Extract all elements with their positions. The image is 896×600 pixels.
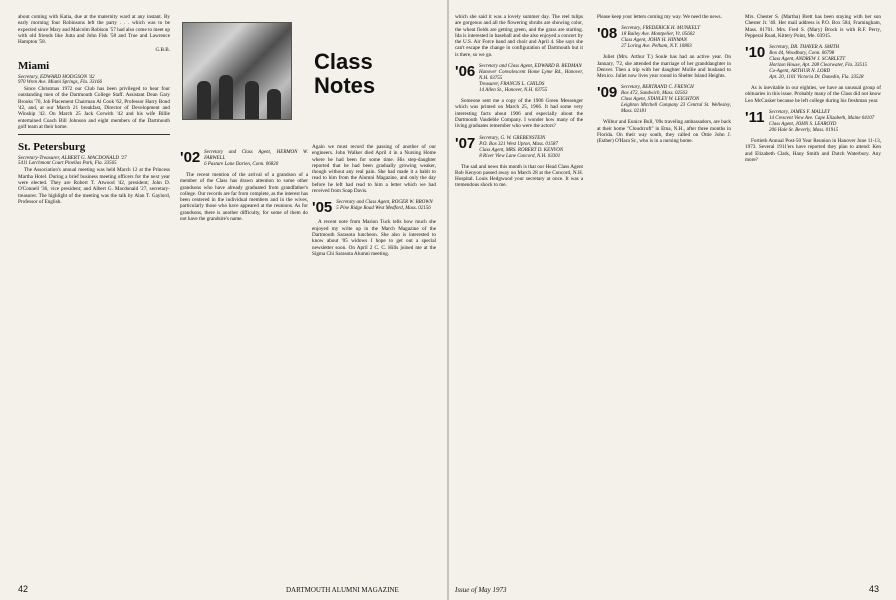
issue-date: Issue of May 1973 (455, 586, 507, 594)
right-col2-intro: Please keep your letters coming my way. We need the news. (597, 14, 722, 20)
class-secretary: Secretary and Class Agent, EDWARD B. REDMAN (479, 64, 582, 70)
agent-address: Leighton Mitchell Company 23 Central St. Wellesley, Mass. 02181 (621, 103, 731, 115)
class-address: 6 Pasture Lane Darien, Conn. 06820 (204, 162, 279, 167)
class-11-body: Fortieth Annual Post-50 Year Reunion in Hanover June 11-13, 1973. Several 1911'ers have reported they plan to attend: Ken and Elizabeth Clark, Hany Smith and Dutch Waterbury. Any more? (745, 138, 881, 163)
class-agent: Class Agent, MRS. ROBERT D. KENYON (479, 147, 564, 153)
right-intro: which she said it was a lovely summer day. The reel tulips are gorgeous and all the flowering shrubs are showing color, the wheat fields are getting green, and the grass are starting. Ida is interested in baseball and she also enjoyed a concert by the U.S. Air Force band and choir and April 4. She says she can't escape the change in configuration of Dartmouth but it is there, so we go. (455, 14, 583, 58)
class-06-body: Someone sent me a copy of the 1906 Green Messenger which was printed on March 25, 1966. It had some very interesting facts about 1906 and especially about the Dartmouth Vaudeble Company. I wonder how many of the living graduates remember who were the actors? (455, 98, 583, 130)
class-address: Box 44, Woodbury, Conn. 06798 (769, 51, 835, 57)
class-10-header (745, 45, 881, 81)
class-year: '05 (312, 199, 333, 217)
photo-figure (267, 89, 281, 119)
class-address: 14 Crescent View Ave. Cape Elizabeth, Maine 04107 (769, 116, 875, 122)
class-agent: Class Agent, JOHN S. LEAROYD (769, 122, 837, 128)
class-05-header (312, 200, 436, 215)
right-col3-intro: Mrs. Chester S. (Martha) Brett has been staying with her son Chester Jr. '40. Her mail address is P.O. Box 584, Framingham, Mass. 01701. Mrs. Fred S. (Mary) Brock is with R.F. Perry, Pepperal Road, Kittery Point, Me. 03915. (745, 14, 881, 39)
class-year: '02 (180, 149, 201, 166)
class-10-body: As is inevitable in our eighties, we have an unusual group of obituaries in this issue. Probably many of the Class did not know Leo McCusker because he left college during his freshman year. (745, 85, 881, 104)
class-11-header (745, 110, 881, 134)
class-address: Hanover Convalescent Home Lyme Rd., Hanover, N.H. 03755 (479, 70, 583, 82)
class-05-body: A recent note from Marion Tuck tells how much she enjoyed my write up in the March Magazine of the Dartmouth Sarasota luncheon. She also is interested to know about '05 widows I hope to get out a special newsletter soon. On April 2 C. C. Hills joined me at the Sigma Chi Sarasota Alumni meeting. (312, 219, 436, 257)
class-secretary: Secretary, DR. THAYER A. SMITH (769, 45, 840, 51)
photo-figure (245, 81, 259, 119)
campus-photo (182, 22, 292, 120)
agent-address: 206 Hale St. Beverly, Mass. 01915 (769, 128, 839, 134)
class-secretary: Secretary and Class Agent, HERMON W. FARWELL (204, 150, 308, 161)
class-02-body: The recent mention of the arrival of a grandson of a member of the Class has drawn attention to some other grandsons who have already graduated from grandfather's college. Our records are far from complete, as the interest has been centered in the individual members and in the wives, particularly those who have appeared at the reunions. As for grandsons, there is another difficulty, for some of them do not have the grandsire's name. (180, 172, 308, 223)
stpete-secretary: Secretary-Treasurer, ALBERT G. MACDONALD '27 (18, 155, 127, 162)
right-column-3 (745, 14, 881, 574)
class-address: 18 Bailey Ave. Montpelier, Vt. 05602 (621, 32, 695, 38)
photo-figure (197, 81, 211, 119)
right-page (449, 0, 896, 600)
stpete-heading: St. Petersburg (18, 141, 86, 154)
agent-address: 8 River View Lane Concord, N.H. 03301 (479, 153, 561, 159)
left-page (0, 0, 447, 600)
class-08-body: Juliet (Mrs. Arthur T.) Soule has had an active year. On January, '72, she attended the marriage of her granddaughter in Denver. Then a trip with her daughter Mollie and husband to Mexico. Juliet now lives year round in Shelter Island Heights. (597, 54, 731, 80)
agent-address: Horizon House, Apt. 208 Clearwater, Fla. 33515 (769, 63, 867, 69)
class-secretary: Secretary, G. W. GREBENSTEIN (479, 135, 546, 141)
class-year: '10 (745, 44, 766, 62)
class-08-header (597, 26, 731, 50)
right-column-1 (455, 14, 583, 574)
class-address: Box 472, Sandwich, Mass. 02563 (621, 91, 688, 97)
class-agent: Class Agent, STANLEY W. LEIGHTON (621, 97, 700, 103)
intro-signature: G.B.B. (155, 47, 170, 54)
class-agent: Class Agent, ANDREW J. SCARLETT (769, 57, 846, 63)
right-column-2 (597, 14, 731, 574)
class-year: '06 (455, 63, 476, 81)
miami-address: 970 Wren Ave. Miami Springs, Fla. 33166 (18, 80, 103, 86)
divider (18, 134, 170, 135)
class-09-body: Wilbur and Eunice Bull, '09s traveling ambassadors, are back at their home "Cloudcroft" in Etna, N.H., after three months in Florida. On their way south, they called on Ottie John J. (Esther) O'Hara Sr., who is in a nursing home. (597, 119, 731, 145)
class-secretary: Secretary, BERTRAND C. FRENCH (621, 85, 694, 91)
class-treasurer: Treasurer, FRANCIS L. CHILDS (479, 82, 545, 88)
coagent-address: Apt. 20, 1101 Victoria Dr. Dunedin, Fla. 33528 (769, 75, 864, 81)
class-secretary: Secretary, JAMES F. MALLEY (769, 110, 830, 116)
class-year: '08 (597, 25, 618, 43)
miami-heading: Miami (18, 59, 50, 72)
class-secretary: Secretary, FREDERICK H. MUNKELT (621, 26, 701, 32)
page-number-left: 42 (18, 584, 29, 594)
class-notes-title: Class Notes (314, 49, 376, 98)
class-notes-header (182, 22, 432, 140)
magazine-title: DARTMOUTH ALUMNI MAGAZINE (286, 586, 399, 594)
class-07-header (455, 136, 583, 160)
class-secretary: Secretary and Class Agent, ROGER W. BROWN (336, 200, 433, 206)
class-06-header (455, 64, 583, 94)
class-02-header (180, 150, 308, 168)
stpete-body: The Association's annual meeting was held March 12 at the Princess Martha Hotel. During a brief business meeting officers for the next year were elected. They are Robert T. Atwood '42, president; John D. O'Connell '36, vice president; and Albert G. Macdonald '27, secretary-treasurer. The highlight of the meeting was the talk by Alan T. Gaylord, Professor of English. (18, 167, 170, 205)
class-coagent: Co-Agent, ARTHUR N. LORD (769, 69, 831, 75)
left-column-2 (180, 144, 308, 576)
notes-column-text: Again we must record the passing of another of our engineers. John Walker died April 4 in a Nursing Home where he had been for some time. His step-daughter reported that he had been gradually growing weaker, though without any real pain. She had made it a habit to read to him from the Alumni Magazine, and only the day before he left had read to him a letter which we had received from Soap Davis. (312, 144, 436, 195)
class-09-header (597, 85, 731, 115)
photo-figure (219, 75, 233, 119)
treasurer-address: 14 Allen St., Hanover, N.H. 03755 (479, 88, 548, 94)
miami-secretary: Secretary, EDWARD HODGSON '42 (18, 73, 95, 80)
class-07-body: The sad and news this month is that our Head Class Agent Bob Kenyon passed away on March 28 at the Concord, N.H. Hospital. Louis Hedgwood your secretary at once. It was a tremendous shock to me. (455, 163, 583, 189)
page-number-right: 43 (869, 584, 880, 594)
left-column-1 (18, 14, 170, 574)
left-column-3 (312, 144, 436, 576)
class-year: '09 (597, 84, 618, 102)
class-year: '11 (745, 109, 765, 127)
intro-text: about coming with Katia, due at the maternity ward at any instant. By early morning four Robinsons left the party . . . which was to be expected since Mary and Malcolm Robison '57 had also come to meet up with old friends like Jutta and John Fisk '58 and True and Lawrence Hampton '58. (18, 14, 170, 46)
class-year: '07 (455, 134, 476, 152)
stpete-address: 5411 Larchmont Court Pinellas Park, Fla. 33565 (18, 161, 117, 167)
miami-body: Since Christmas 1972 our Club has been privileged to hear four outstanding men of the Dartmouth College Staff. Assistant Dean Gary Brooks '70, Job Placement Chairman Al Cook '62, Professor Harry Bond '42, and, at our March 21 breakfast, Director of Development and Winship '42. On March 25 Jack Corwith '42 and his wife Billie entertained Coach Bill Johnson and eight members of the Dartmouth golf team at their home. (18, 86, 170, 130)
class-address: 5 Pine Ridge Road West Medford, Mass. 02156 (336, 206, 431, 212)
class-address: P.O. Box 321 West Upton, Mass. 01587 (479, 141, 558, 147)
class-agent: Class Agent, JOHN H. HINMAN (621, 38, 688, 44)
agent-address: 27 Loring Ave. Pelham, N.Y. 10803 (621, 44, 692, 50)
